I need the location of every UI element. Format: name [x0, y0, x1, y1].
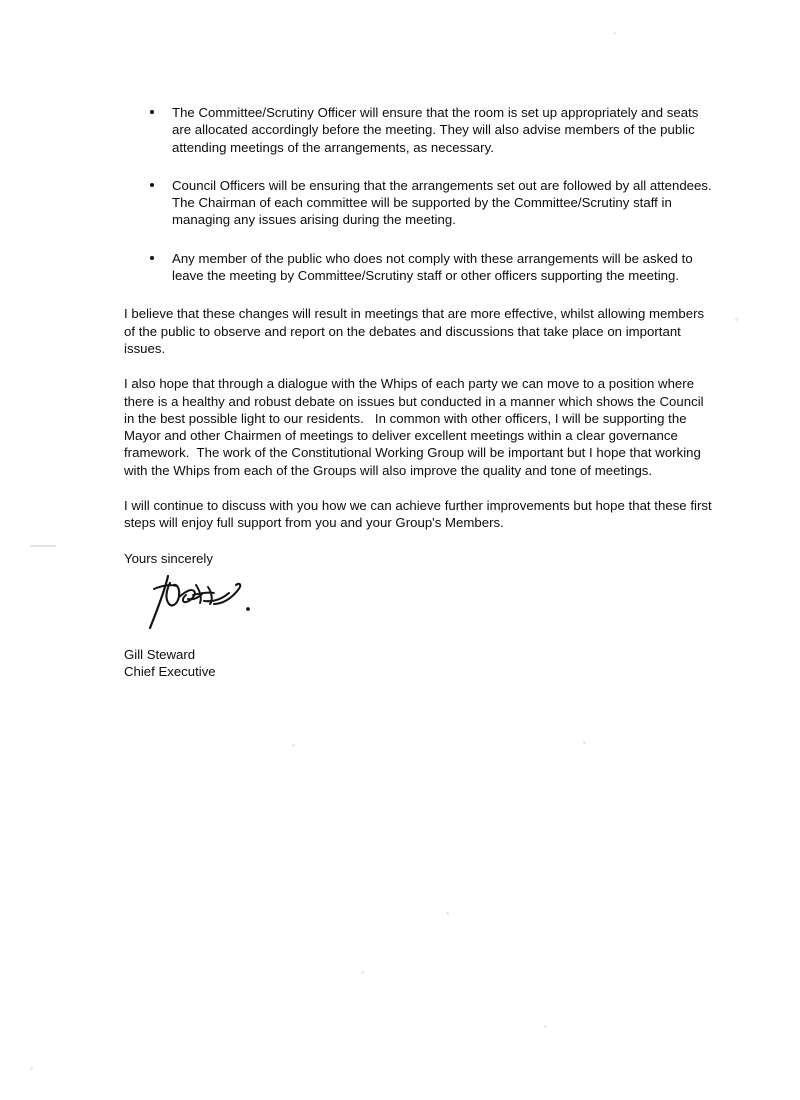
- list-item: [124, 177, 714, 229]
- paragraph-continue: I will continue to discuss with you how we can achieve further improvements but hope that these first steps will enjoy full support from you and your Group's Members.: [124, 498, 716, 531]
- closing-salutation: Yours sincerely: [124, 550, 213, 566]
- bullet-dot-icon: [150, 110, 154, 114]
- arrangements-bullet-list: [124, 104, 714, 284]
- scan-speck: [446, 912, 449, 915]
- letter-body: [124, 104, 714, 681]
- handwritten-signature-icon: [130, 573, 340, 635]
- scan-speck: [583, 741, 586, 744]
- signer-block: [124, 646, 714, 681]
- list-item-text: The Committee/Scrutiny Officer will ensure that the room is set up appropriately and seats are allocated accordingly before the meeting. They will also advise members of the public attending meetings of the arrangements, as necessary.: [172, 105, 699, 155]
- list-item: [124, 250, 714, 285]
- scan-speck: [544, 1025, 547, 1028]
- scan-speck: [613, 32, 616, 35]
- signer-title: Chief Executive: [124, 664, 216, 680]
- paragraph-dialogue: I also hope that through a dialogue with the Whips of each party we can move to a position where there is a healthy and robust debate on issues but conducted in a manner which shows the Council in the best possible light to our residents. In common with other officers, I will be supporting the Mayor and other Chairmen of meetings to deliver excellent meetings within a clear governance framework. The work of the Constitutional Working Group will be important but I hope that working with the Whips from each of the Groups will also improve the quality and tone of meetings.: [124, 376, 708, 478]
- scan-speck: [292, 744, 295, 747]
- bullet-dot-icon: [150, 256, 154, 260]
- scan-speck: [735, 318, 738, 321]
- scan-speck: [30, 1067, 33, 1070]
- bullet-dot-icon: [150, 183, 154, 187]
- signer-name: Gill Steward: [124, 646, 196, 662]
- paragraph-belief: I believe that these changes will result in meetings that are more effective, whilst allowing members of the public to observe and report on the debates and discussions that take place on important issues.: [124, 306, 708, 356]
- list-item: [124, 104, 714, 156]
- scan-speck: [361, 971, 364, 974]
- list-item-text: Any member of the public who does not comply with these arrangements will be asked to leave the meeting by Committee/Scrutiny staff or other officers supporting the meeting.: [172, 250, 693, 284]
- list-item-text: Council Officers will be ensuring that the arrangements set out are followed by all attendees. The Chairman of each committee will be supported by the Committee/Scrutiny staff in managing any issues arising during the meeting.: [172, 177, 712, 228]
- scan-artifact-left-line: [30, 545, 56, 547]
